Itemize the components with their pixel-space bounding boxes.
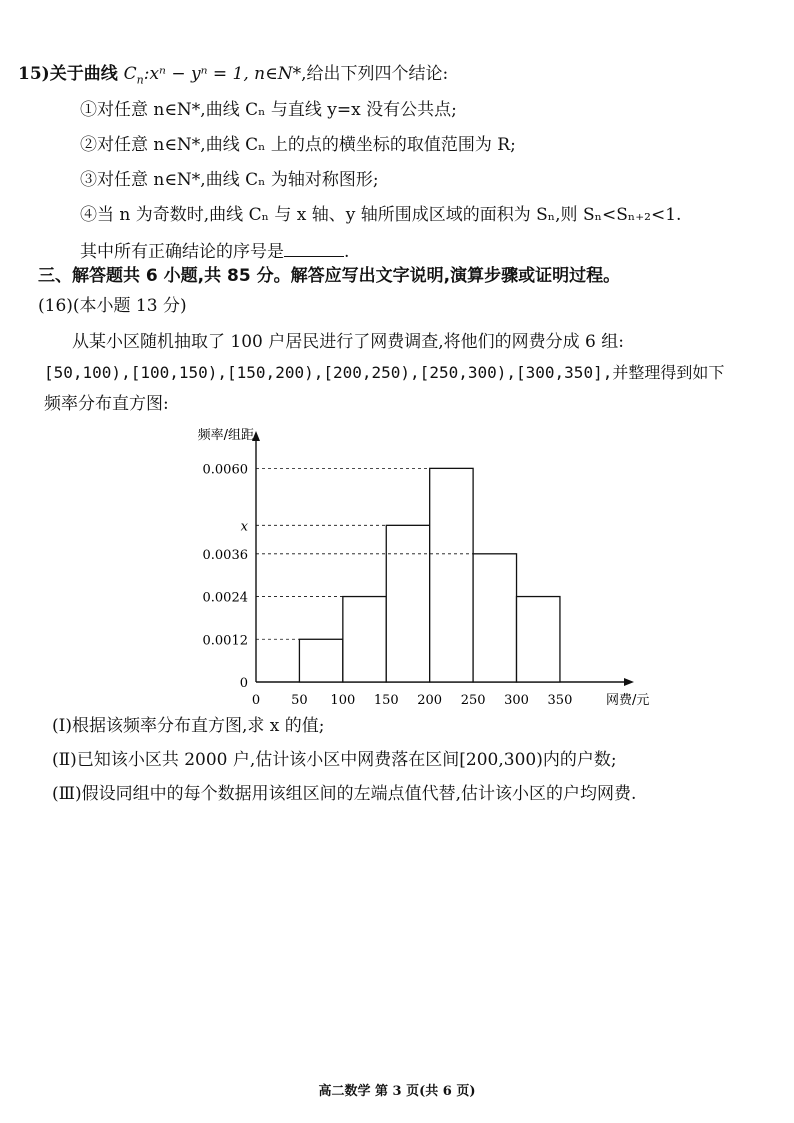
y-tick-label: 0 [239, 676, 248, 691]
y-axis-label: 频率/组距 [197, 428, 254, 443]
q16-para-3: 频率分布直方图: [44, 394, 169, 414]
x-axis-label: 网费/元 [606, 693, 650, 708]
q16-para-2: [50,100),[100,150),[150,200),[200,250),[250,300),[300,350],并整理得到如下 [44, 363, 725, 382]
q15-number: 15)关于曲线 [18, 64, 124, 84]
y-tick-label: x [240, 519, 248, 535]
q15-ask [80, 238, 349, 264]
x-tick-label: 50 [291, 693, 308, 708]
histogram-bar [517, 597, 560, 682]
q15-curve-sub: n [136, 73, 144, 87]
q16-part-1: (Ⅰ)根据该频率分布直方图,求 x 的值; [52, 716, 325, 736]
q15-equation: :xⁿ − yⁿ = 1, n∈N* [143, 64, 302, 84]
q15-curve: C [123, 64, 137, 84]
y-tick-label: 0.0024 [202, 590, 248, 606]
q15-ask-text: 其中所有正确结论的序号是 [80, 242, 284, 262]
q16-part-3: (Ⅲ)假设同组中的每个数据用该组区间的左端点值代替,估计该小区的户均网费. [52, 784, 637, 804]
x-tick-label: 350 [547, 693, 573, 708]
x-tick-label: 250 [460, 693, 486, 708]
histogram-bar [386, 525, 429, 682]
section-3-title: 三、解答题共 6 小题,共 85 分。解答应写出文字说明,演算步骤或证明过程。 [38, 266, 621, 286]
histogram-bar [473, 554, 516, 682]
q15-item-3: ③对任意 n∈N*,曲线 Cₙ 为轴对称图形; [80, 170, 379, 190]
q15-answer-blank[interactable] [284, 238, 344, 257]
q15-stem [18, 62, 448, 92]
x-axis-arrow [624, 678, 634, 686]
q16-header: (16)(本小题 13 分) [38, 296, 187, 316]
histogram-bar [343, 597, 386, 682]
histogram-bar [299, 639, 342, 682]
x-tick-label: 200 [417, 693, 443, 708]
x-tick-label: 0 [251, 693, 261, 708]
q15-item-1: ①对任意 n∈N*,曲线 Cₙ 与直线 y=x 没有公共点; [80, 100, 457, 120]
histogram-bar [430, 468, 473, 682]
q16-part-2: (Ⅱ)已知该小区共 2000 户,估计该小区中网费落在区间[200,300)内的户数; [52, 750, 617, 770]
y-tick-label: 0.0060 [202, 462, 248, 478]
x-tick-label: 100 [330, 693, 356, 708]
q16-para-1: 从某小区随机抽取了 100 户居民进行了网费调查,将他们的网费分成 6 组: [72, 332, 625, 352]
q15-ask-end: . [344, 242, 350, 262]
y-tick-label: 0.0036 [202, 547, 248, 563]
page-footer: 高二数学 第 3 页(共 6 页) [318, 1084, 476, 1099]
q15-item-4: ④当 n 为奇数时,曲线 Cₙ 与 x 轴、y 轴所围成区域的面积为 Sₙ,则 Sₙ<Sₙ₊₂<1. [80, 205, 682, 225]
x-tick-label: 300 [504, 693, 529, 708]
y-tick-label: 0.0012 [202, 633, 248, 649]
q15-item-2: ②对任意 n∈N*,曲线 Cₙ 上的点的横坐标的取值范围为 R; [80, 135, 516, 155]
histogram-chart [170, 425, 650, 725]
q15-stem-suffix: ,给出下列四个结论: [301, 64, 449, 84]
x-tick-label: 150 [373, 693, 399, 708]
